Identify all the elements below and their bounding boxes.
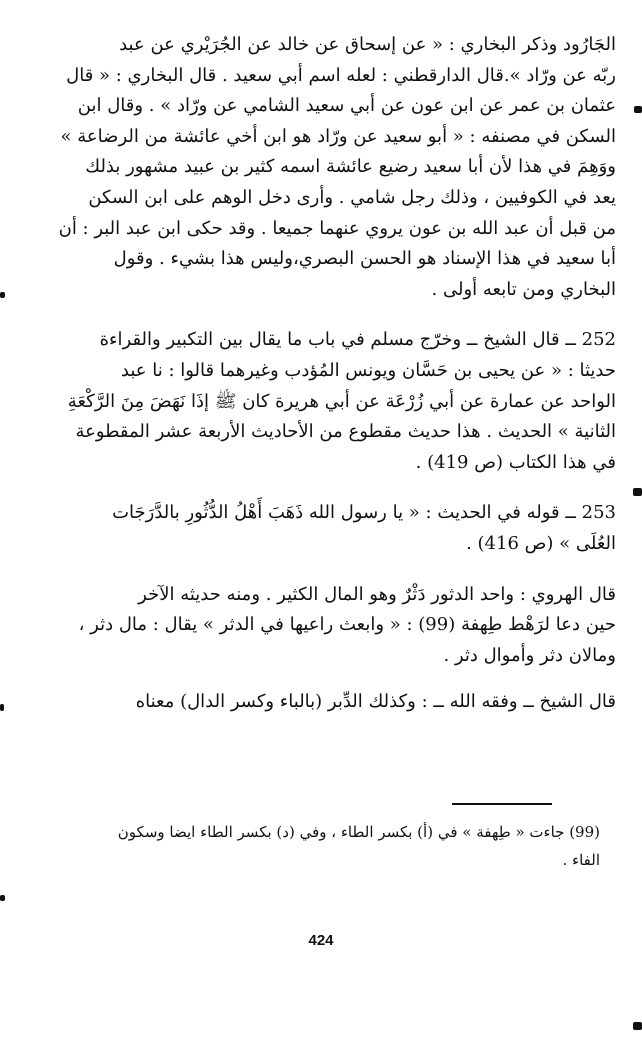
page-body: [28, 30, 616, 718]
text-line: حديثا : « عن يحيى بن حَسَّان ويونس المُؤدب وغيرهما قالوا : نا عبد: [120, 359, 616, 381]
text-line: السكن في مصنفه : « أبو سعيد عن ورّاد هو ابن أخي عائشة من الرضاعة »: [60, 125, 616, 147]
text-line: أبا سعيد في هذا الإسناد هو الحسن البصري،وليس هذا بشيء . وقول: [113, 248, 616, 270]
page-number: 424: [308, 932, 334, 949]
scan-mark: [0, 895, 5, 901]
text-line: يعد في الكوفيين ، وذلك رجل شامي . وأرى دخل الوهم على ابن السكن: [88, 186, 616, 208]
text-line: ووَهِمَ في هذا لأن أبا سعيد رضيع عائشة اسمه كثير بن عبيد مشهور بذلك: [85, 156, 616, 178]
text-line: من قبل أن عبد الله بن عون يروي عنهما جميعا . وقد حكى ابن عبد البر : أن: [58, 217, 616, 239]
footnote-line: (99) جاءت « طِهفة » في (أ) بكسر الطاء ، وفي (د) بكسر الطاء ايضا وسكون: [117, 823, 600, 841]
text-line: 252 ــ قال الشيخ ــ وخرّج مسلم في باب ما يقال بين التكبير والقراءة: [99, 329, 616, 351]
footnote: [28, 818, 600, 874]
scan-mark: [634, 106, 642, 113]
text-line: في هذا الكتاب (ص 419) .: [415, 451, 616, 473]
text-line: قال الهروي : واحد الدثور دَثْرٌ وهو المال الكثير . ومنه حديثه الآخر: [138, 583, 616, 605]
scan-mark: [633, 488, 642, 496]
text-line: قال الشيخ ــ وفقه الله ــ : وكذلك الدِّبر (بالباء وكسر الدال) معناه: [135, 691, 616, 713]
scan-mark: [633, 1022, 642, 1030]
text-line: الواحد عن عمارة عن أبي زُرْعَة عن أبي هريرة كان ﷺ إذَا نَهَضَ مِنَ الرَّكْعَةِ: [67, 390, 616, 412]
scan-mark: [0, 292, 5, 298]
text-line: الثانية » الحديث . هذا حديث مقطوع من الأحاديث الأربعة عشر المقطوعة: [75, 421, 616, 443]
text-line: الجَارُود وذكر البخاري : « عن إسحاق عن خالد عن الجُرَيْري عن عبد: [119, 34, 616, 55]
text-line: العُلَى » (ص 416) .: [466, 532, 616, 554]
paragraph-1: [28, 30, 616, 305]
text-line: البخاري ومن تابعه أولى .: [431, 278, 616, 300]
paragraph-harawi: [28, 580, 616, 672]
scan-mark: [0, 704, 4, 711]
text-line: حين دعا لرَهْط طِهفة (99) : « وابعث راعيها في الدثر » يقال : مال دثر ،: [78, 614, 616, 636]
paragraph-252: [28, 325, 616, 478]
paragraph-253: [28, 498, 616, 559]
text-line: 253 ــ قوله في الحديث : « يا رسول الله ذَهَبَ أَهْلُ الدُّثُورِ بالدَّرَجَات: [112, 502, 616, 524]
text-line: ومالان دثر وأموال دثر .: [443, 644, 616, 666]
paragraph-shaykh: [28, 687, 616, 718]
footnote-line: الفاء .: [562, 851, 600, 869]
text-line: ربّه عن ورّاد ».قال الدارقطني : لعله اسم أبي سعيد . قال البخاري : « قال: [66, 64, 616, 86]
footnote-divider: [452, 803, 552, 805]
text-line: عثمان بن عمر عن ابن عون عن أبي سعيد الشامي عن ورّاد » . وقال ابن: [77, 95, 616, 117]
